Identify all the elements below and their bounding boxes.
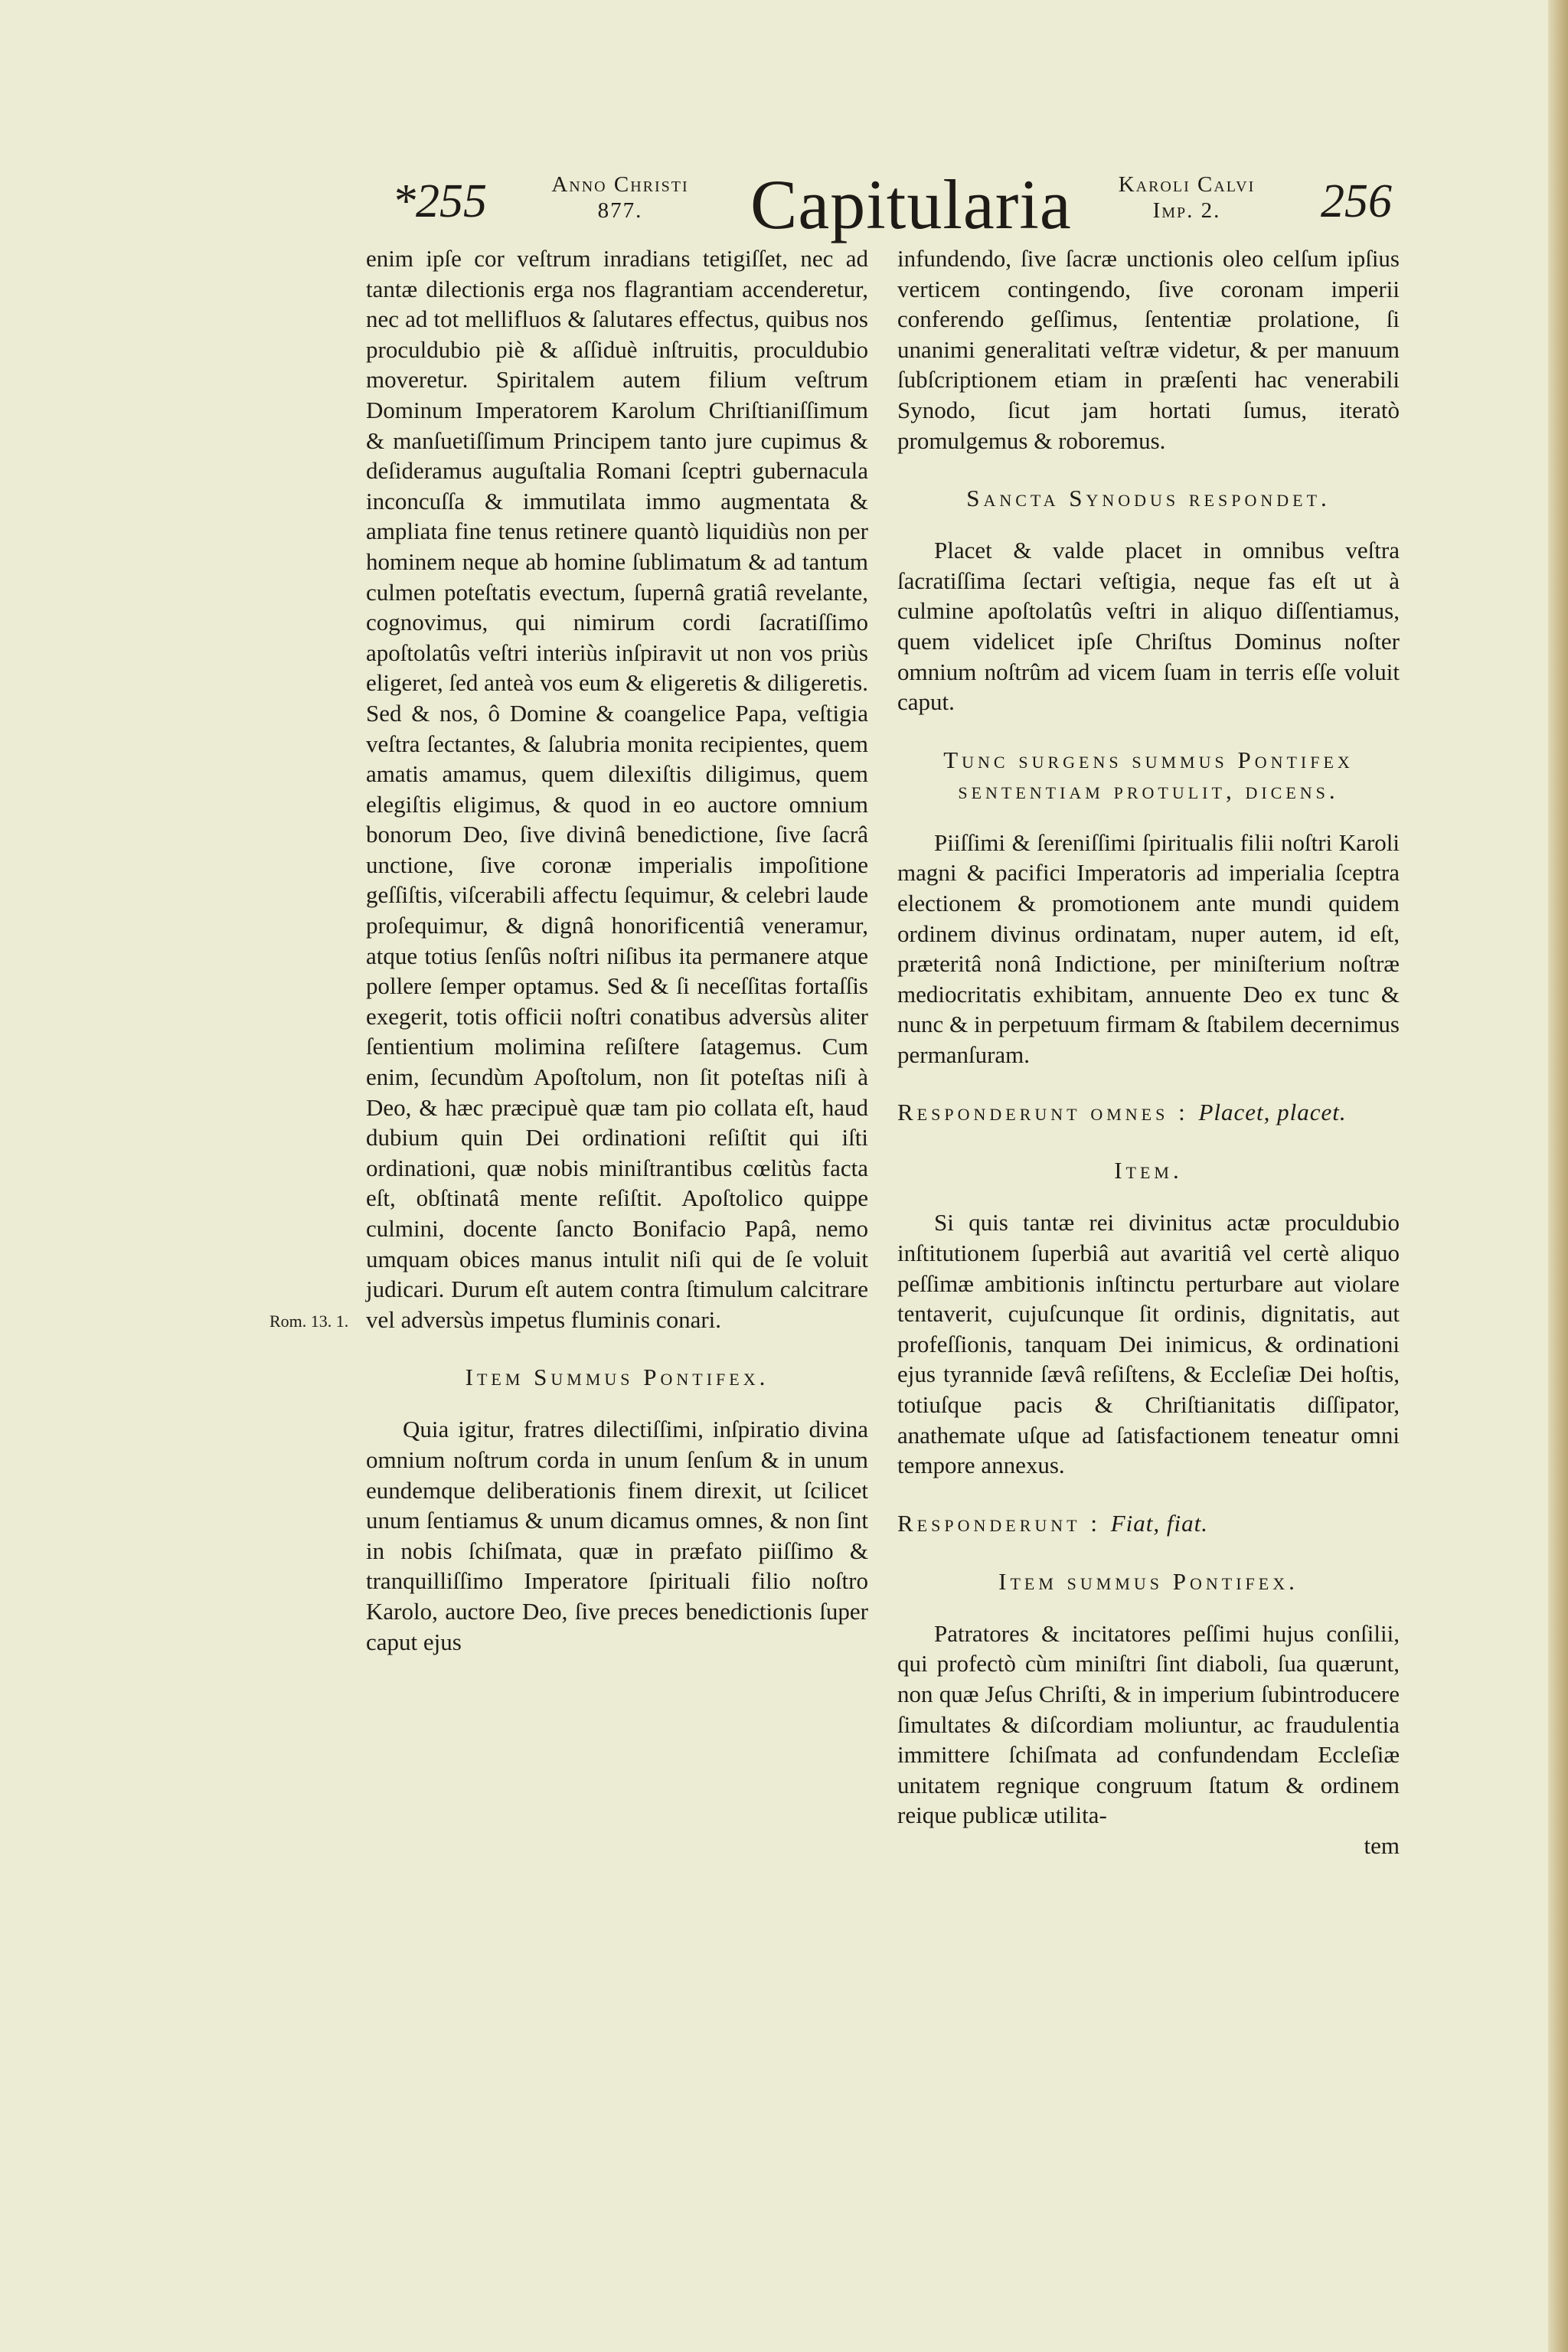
right-heading-sancta-synodus: Sancta Synodus respondet. [966, 485, 1331, 512]
left-paragraph-2: Quia igitur, fratres dilectiſſimi, inſpiratio divina omnium noſtrum corda in unum ſenſum & in unum eundemque deliberationis finem direxit, ut ſcilicet unum ſentiamus & unum dicamus omnes, & non ſint in nobis ſchiſmata, quæ in præfato piiſſimo & tranquilliſſimo Imperatore ſpirituali filio noſtro Karolo, auctore Deo, ſive preces benedictionis ſuper caput ejus [366, 1416, 868, 1655]
right-heading-item-summus-pontifex: Item summus Pontifex. [998, 1567, 1298, 1595]
responderunt-label-2: Responderunt : [897, 1509, 1111, 1537]
right-paragraph-2: Placet & valde placet in omnibus veſtra ſacratiſſima ſectari veſtigia, neque fas eſt ut à culmine apoſtolatûs veſtri in aliquo diſſentiamus, quem videlicet ipſe Chriſtus Dominus noſter omnium noſtrûm ad vicem ſuam in terris eſſe voluit caput. [897, 537, 1400, 716]
anno-line2: 877. [597, 198, 643, 223]
anno-line1: Anno Christi [551, 172, 689, 197]
right-heading-responderunt [897, 1508, 1400, 1539]
right-heading-responderunt-omnes [897, 1097, 1400, 1128]
running-title: Capitularia [750, 165, 1072, 243]
margin-reference: Rom. 13. 1. [270, 1312, 349, 1331]
catchword: tem [1364, 1831, 1400, 1859]
responderunt-label: Responderunt omnes : [897, 1099, 1199, 1126]
right-paragraph-4: Si quis tantæ rei divinitus actæ proculdubio inſtitutionem ſuperbiâ aut avaritiâ vel certè aliquo peſſimæ ambitionis inſtinctu perturbare aut violare tentaverit, cujuſcunque ſit ordinis, dignitatis, aut profeſſionis, tanquam Dei inimicus, & ordinationi ejus tyrannide ſævâ reſiſtens, & Eccleſiæ Dei hoſtis, totiuſque pacis & Chriſtianitatis diſſipator, anathemate uſque ad ſatisfactionem teneatur omni tempore annexus. [897, 1209, 1400, 1479]
left-column [366, 243, 868, 1657]
right-paragraph-3: Piiſſimi & ſereniſſimi ſpiritualis filii noſtri Karoli magni & pacifici Imperatoris ad imperialia ſceptra electionem & promotionem ante mundi quidem ordinem divinus ordinatam, nuper autem, id eſt, præteritâ nonâ Indictione, per miniſterium noſtræ mediocritatis exhibitam, annuente Deo ex tunc & nunc & in perpetuum firmam & ſtabilem decernimus permanſuram. [897, 828, 1400, 1068]
page-number-right: 256 [1321, 175, 1392, 227]
karoli-label [1095, 172, 1279, 224]
page-edge [1548, 0, 1568, 2352]
running-header [0, 164, 1568, 256]
anno-christi-label [528, 172, 712, 224]
right-column [897, 243, 1400, 1861]
fiat-vote: Fiat, fiat. [1110, 1509, 1208, 1537]
left-heading-item-summus-pontifex: Item Summus Pontifex. [465, 1364, 769, 1391]
heading-line-1: Tunc surgens summus Pontifex [943, 746, 1354, 773]
karoli-line1: Karoli Calvi [1118, 172, 1256, 197]
placet-vote: Placet, placet. [1198, 1099, 1347, 1126]
right-heading-item: Item. [1114, 1157, 1183, 1184]
page-number-left: *255 [392, 175, 487, 227]
left-paragraph-1: enim ipſe cor veſtrum inradians tetigiſſet, nec ad tantæ dilectionis erga nos flagrantiam accenderetur, nec ad tot mellifluos & ſalutares effectus, quibus nos proculdubio piè & aſſiduè inſtruitis, proculdubio moveretur. Spiritalem autem filium veſtrum Dominum Imperatorem Karolum Chriſtianiſſimum & manſuetiſſimum Principem tanto jure cupimus & deſideramus auguſtalia Romani ſceptri gubernacula inconcuſſa & immutilata immo augmentata & ampliata fine tenus retinere quantò liquidiùs non per hominem neque ab homine ſublimatum & ad tantum culmen poteſtatis evectum, ſupernâ gratiâ revelante, cognovimus, qui nimirum cordi ſacratiſſimo apoſtolatûs veſtri interiùs inſpiravit ut non vos priùs eligeret, ſed anteà vos eum & eligeretis & diligeretis. Sed & nos, ô Domine & coangelice Papa, veſtigia veſtra ſectantes, & ſalubria monita recipientes, quem amatis amamus, quem dilexiſtis diligimus, quem elegiſtis eligimus, & quod in eo auctore omnium bonorum Deo, ſive divinâ benedictione, ſive ſacrâ unctione, ſive coronæ imperialis impoſitione geſſiſtis, viſcerabili affectu ſequimur, & celebri laude proſequimur, & dignâ honorificentiâ veneramur, atque totius ſenſûs noſtri niſibus ita permanere atque pollere ſemper optamus. Sed & ſi neceſſitas fortaſſis exegerit, totis officii noſtri conatibus adversùs aliter ſentientium molimina reſiſtere ſatagemus. Cum enim, ſecundùm Apoſtolum, non ſit poteſtas niſi à Deo, & hæc præcipuè quæ tam pio collata eſt, haud dubium quin Dei ordinationi reſiſtit qui iſti ordinationi, quæ nobis miniſtrantibus cœlitùs facta eſt, obſtinatâ mente reſiſtit. Apoſtolico quippe culmini, docente ſancto Bonifacio Papâ, nemo umquam obices manus intulit niſi qui de ſe voluit judicari. Durum eſt autem contra ſtimulum calcitrare vel adversùs impetus fluminis conari. [366, 245, 868, 1333]
right-paragraph-1: infundendo, ſive ſacræ unctionis oleo celſum ipſius verticem contingendo, ſive coronam imperii conferendo geſſimus, ſententiæ prolatione, ſi unanimi generalitati veſtræ videtur, & per manuum ſubſcriptionem etiam in præſenti hac venerabili Synodo, ſicut jam hortati ſumus, iteratò promulgemus & roboremus. [897, 245, 1400, 454]
heading-line-2: sententiam protulit, dicens. [958, 776, 1339, 804]
right-paragraph-5: Patratores & incitatores peſſimi hujus conſilii, qui profectò cùm miniſtri ſint diaboli, ſua quærunt, non quæ Jeſus Chriſti, & in imperium ſubintroducere ſimultates & diſcordiam moliuntur, ac fraudulentia immittere ſchiſmata ad confundendam Eccleſiæ unitatem regnique congruum ſtatum & ordinem reique publicæ utilita- [897, 1619, 1400, 1829]
karoli-line2: Imp. 2. [1152, 198, 1221, 223]
right-heading-tunc-surgens [897, 745, 1400, 806]
